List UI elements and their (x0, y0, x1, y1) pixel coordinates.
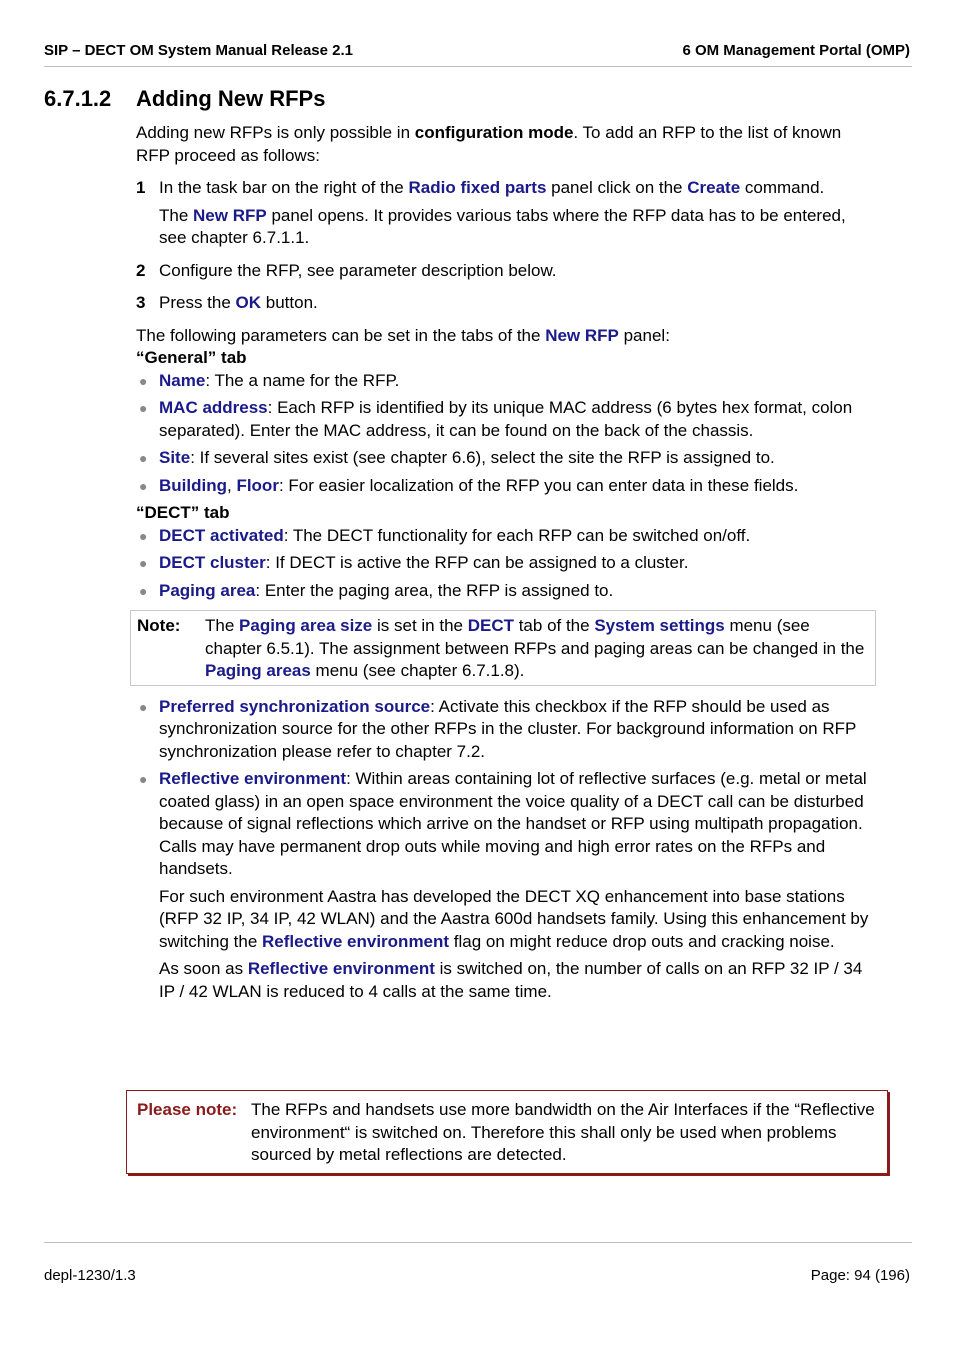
list-item (136, 397, 876, 442)
text: In the task bar on the right of the (159, 178, 409, 197)
dect-cluster-param: DECT cluster (159, 553, 266, 572)
document-id: depl-1230/1.3 (44, 1267, 136, 1284)
text: command. (740, 178, 825, 197)
bullet-icon: ● (139, 372, 148, 389)
text: is set in the (372, 616, 468, 635)
general-tab-heading: “General” tab (136, 348, 247, 367)
list-item (136, 696, 876, 764)
text: Press the (159, 293, 236, 312)
list-item (136, 768, 876, 1003)
page-number: Page: 94 (196) (810, 1267, 910, 1284)
text: tab of the (513, 616, 595, 635)
dect-tab-ref: DECT (467, 616, 514, 635)
step-text: Configure the RFP, see parameter description below. (159, 260, 557, 280)
floor-param: Floor (236, 475, 279, 495)
reflective-env-paragraph-2 (159, 886, 876, 954)
footer-divider (44, 1242, 912, 1243)
intro-paragraph (136, 122, 876, 167)
dect-activated-param: DECT activated (159, 525, 284, 545)
text: As soon as (159, 959, 248, 978)
new-rfp-ref: New RFP (193, 205, 267, 225)
list-item (136, 447, 876, 470)
bullet-icon: ● (139, 555, 148, 571)
text: , (226, 475, 237, 495)
text: : Activate this checkbox if the RFP should be used as synchronization source for the other RFPs in the cluster. For background information on RFP synchronization please refer to chapter 7.2. (159, 696, 857, 761)
list-item (136, 552, 876, 575)
dect-tab-list (136, 525, 876, 603)
text: : The a name for the RFP. (205, 370, 400, 390)
step-number: 3 (136, 293, 146, 312)
text: The (159, 205, 194, 225)
intro-text: Adding new RFPs is only possible in (136, 123, 415, 142)
text: : Each RFP is identified by its unique MAC address (6 bytes hex format, colon separated). Enter the MAC address, it can be found on the back of the chassis. (159, 398, 853, 440)
paging-area-param: Paging area (159, 580, 256, 600)
note-label: Note: (137, 616, 181, 635)
params-intro (136, 325, 876, 348)
step-number: 2 (136, 260, 146, 280)
mac-address-param: MAC address (159, 398, 268, 417)
intro-text-2: . To add an RFP to the list of known RFP proceed as follows: (136, 123, 842, 165)
note-text (205, 615, 867, 683)
reflective-environment-ref: Reflective environment (247, 959, 435, 978)
text: The following parameters can be set in the tabs of the (136, 325, 546, 345)
list-item (136, 475, 876, 498)
bullet-icon: ● (139, 771, 148, 787)
paging-areas-ref: Paging areas (205, 661, 311, 680)
building-param: Building (159, 475, 227, 495)
general-tab-list (136, 370, 876, 498)
header-divider (44, 66, 912, 67)
preferred-sync-source-param: Preferred synchronization source (159, 696, 431, 716)
section-heading (44, 86, 325, 112)
reflective-env-paragraph-3 (159, 958, 876, 1003)
text: flag on might reduce drop outs and cracking noise. (449, 931, 835, 951)
step-number: 1 (136, 178, 146, 197)
text: : The DECT functionality for each RFP can be switched on/off. (283, 525, 751, 545)
ok-button-ref: OK (235, 293, 262, 312)
text: button. (261, 293, 318, 312)
text: The (205, 616, 240, 635)
system-settings-ref: System settings (594, 616, 725, 635)
text: : Enter the paging area, the RFP is assigned to. (255, 580, 614, 600)
text: panel click on the (546, 178, 688, 197)
step-text (159, 292, 876, 315)
bullet-icon: ● (139, 477, 148, 494)
please-note-text: The RFPs and handsets use more bandwidth on the Air Interfaces if the “Reflective environment“ is switched on. Therefore this shall only be used when problems sourced by metal reflections are detected. (251, 1100, 875, 1164)
list-item (136, 525, 876, 548)
text: : For easier localization of the RFP you can enter data in these fields. (278, 475, 799, 495)
bullet-icon: ● (139, 450, 148, 466)
text: For such environment Aastra has developed the DECT XQ enhancement into base stations (RFP 32 IP, 34 IP, 42 WLAN) and the Aastra 600d handsets family. Using this enhancement by switching the (159, 886, 869, 951)
dect-tab-list-continued (136, 696, 876, 1004)
create-command-ref: Create (687, 178, 741, 197)
document-header-title: SIP – DECT OM System Manual Release 2.1 (44, 42, 354, 59)
main-content (136, 122, 876, 1008)
step-3 (136, 292, 876, 315)
text: : Within areas containing lot of reflective surfaces (e.g. metal or metal coated glass) in an open space environment the voice quality of a DECT call can be disturbed because of signal reflections which arrive on the handset or RFP using multipath propagation. Calls may have permanent drop outs while moving and high error rates on the RFPs and handsets. (159, 769, 867, 878)
section-title: Adding New RFPs (136, 86, 326, 111)
please-note-box (126, 1090, 888, 1174)
list-item (136, 370, 876, 393)
bullet-icon: ● (139, 698, 148, 715)
bullet-icon: ● (139, 582, 148, 599)
note-box (130, 610, 876, 686)
reflective-environment-param: Reflective environment (159, 769, 347, 788)
bullet-icon: ● (139, 400, 148, 416)
step-subtext (159, 205, 876, 250)
configuration-mode-term: configuration mode (414, 123, 574, 142)
text: menu (see chapter 6.7.1.8). (310, 661, 525, 680)
reflective-environment-ref: Reflective environment (262, 931, 450, 951)
document-header-chapter: 6 OM Management Portal (OMP) (682, 42, 910, 59)
list-item (136, 580, 876, 603)
site-param: Site (159, 448, 191, 467)
reflective-env-paragraph-1 (159, 768, 876, 881)
paging-area-size-ref: Paging area size (239, 616, 373, 635)
text: menu (see chapter 6.5.1). The assignment between RFPs and paging areas can be changed in the (205, 616, 865, 658)
radio-fixed-parts-ref: Radio fixed parts (408, 178, 547, 197)
text: : If several sites exist (see chapter 6.6), select the site the RFP is assigned to. (190, 448, 775, 467)
name-param: Name (159, 370, 206, 390)
text: panel: (618, 325, 670, 345)
dect-tab-heading: “DECT” tab (136, 503, 230, 522)
step-1 (136, 177, 876, 250)
text: is switched on, the number of calls on an RFP 32 IP / 34 IP / 42 WLAN is reduced to 4 calls at the same time. (159, 959, 863, 1001)
new-rfp-ref: New RFP (545, 325, 619, 345)
section-number: 6.7.1.2 (44, 86, 112, 111)
please-note-label: Please note: (137, 1100, 238, 1119)
text: panel opens. It provides various tabs where the RFP data has to be entered, see chapter 6.7.1.1. (159, 205, 846, 247)
text: : If DECT is active the RFP can be assigned to a cluster. (265, 553, 689, 572)
bullet-icon: ● (139, 527, 148, 544)
step-text (159, 177, 876, 200)
step-2 (136, 260, 876, 283)
